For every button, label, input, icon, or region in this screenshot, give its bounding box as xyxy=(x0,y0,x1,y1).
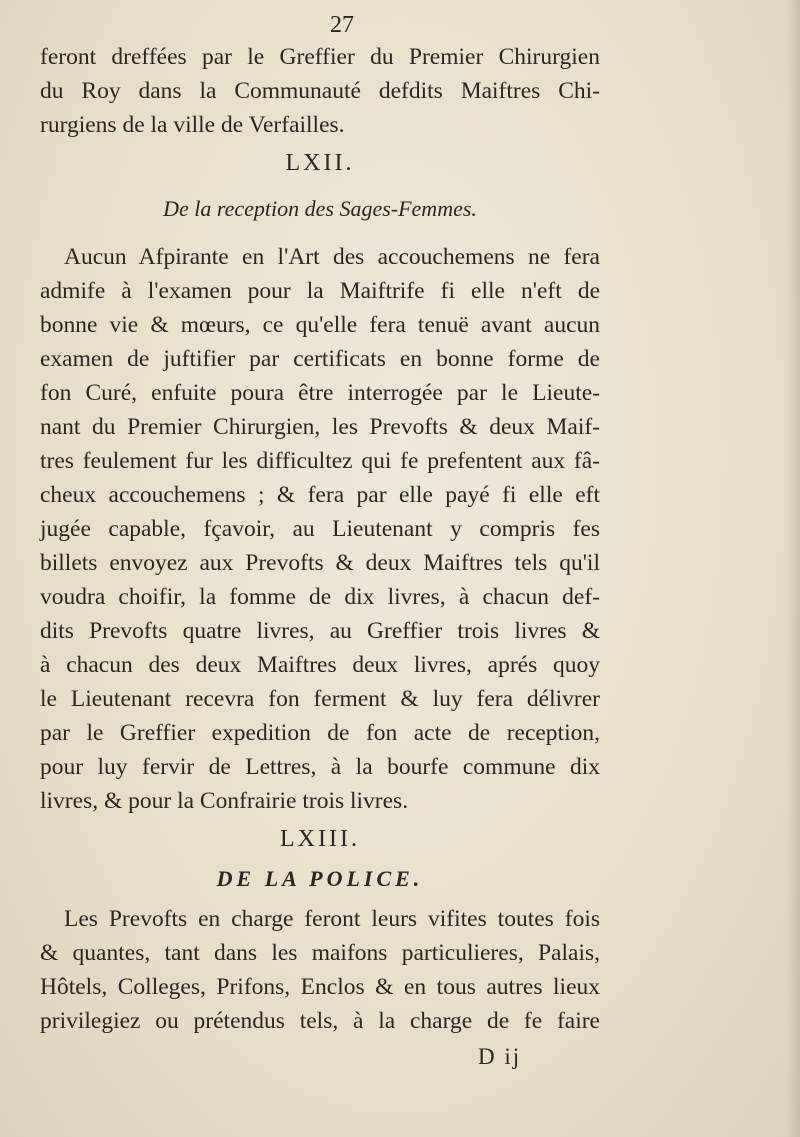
text-line: du Roy dans la Communauté defdits Maiftres Chi- xyxy=(40,78,600,104)
text-line: privilegiez ou prétendus tels, à la charge de fe faire xyxy=(40,1008,600,1034)
page-edge-shadow xyxy=(786,0,800,1137)
text-line: par le Greffier expedition de fon acte de reception, xyxy=(40,720,600,746)
text-line: pour luy fervir de Lettres, à la bourfe commune dix xyxy=(40,754,600,780)
text-line: billets envoyez aux Prevofts & deux Maiftres tels qu'il xyxy=(40,550,600,576)
text-line: Aucun Afpirante en l'Art des accouchemens ne fera xyxy=(64,244,600,270)
text-line: feront dreffées par le Greffier du Premier Chirurgien xyxy=(40,44,600,70)
text-line: admife à l'examen pour la Maiftrife fi elle n'eft de xyxy=(40,278,600,304)
text-line: le Lieutenant recevra fon ferment & luy fera délivrer xyxy=(40,686,600,712)
text-line: tres feulement fur les difficultez qui fe prefentent aux fâ- xyxy=(40,448,600,474)
text-line: rurgiens de la ville de Verfailles. xyxy=(40,112,345,138)
text-line: Les Prevofts en charge feront leurs vifites toutes fois xyxy=(64,906,600,932)
text-line: dits Prevofts quatre livres, au Greffier trois livres & xyxy=(40,618,600,644)
text-line: bonne vie & mœurs, ce qu'elle fera tenuë avant aucun xyxy=(40,312,600,338)
article-number: LXII. xyxy=(285,150,355,176)
text-line: à chacun des deux Maiftres deux livres, aprés quoy xyxy=(40,652,600,678)
article-title: De la reception des Sages-Femmes. xyxy=(163,196,477,221)
article-number: LXIII. xyxy=(280,826,360,852)
catchword-signature: D ij xyxy=(478,1044,522,1069)
text-line: examen de juftifier par certificats en bonne forme de xyxy=(40,346,600,372)
text-line: jugée capable, fçavoir, au Lieutenant y compris fes xyxy=(40,516,600,542)
page-number: 27 xyxy=(330,12,354,38)
text-line: Hôtels, Colleges, Prifons, Enclos & en tous autres lieux xyxy=(40,974,600,1000)
text-line: livres, & pour la Confrairie trois livres. xyxy=(40,788,409,814)
text-line: & quantes, tant dans les maifons particulieres, Palais, xyxy=(40,940,600,966)
text-line: nant du Premier Chirurgien, les Prevofts & deux Maif- xyxy=(40,414,600,440)
text-line: cheux accouchemens ; & fera par elle payé fi elle eft xyxy=(40,482,600,508)
text-line: voudra choifir, la fomme de dix livres, à chacun def- xyxy=(40,584,600,610)
text-line: fon Curé, enfuite poura être interrogée par le Lieute- xyxy=(40,380,600,406)
article-title: DE LA POLICE. xyxy=(216,866,424,891)
